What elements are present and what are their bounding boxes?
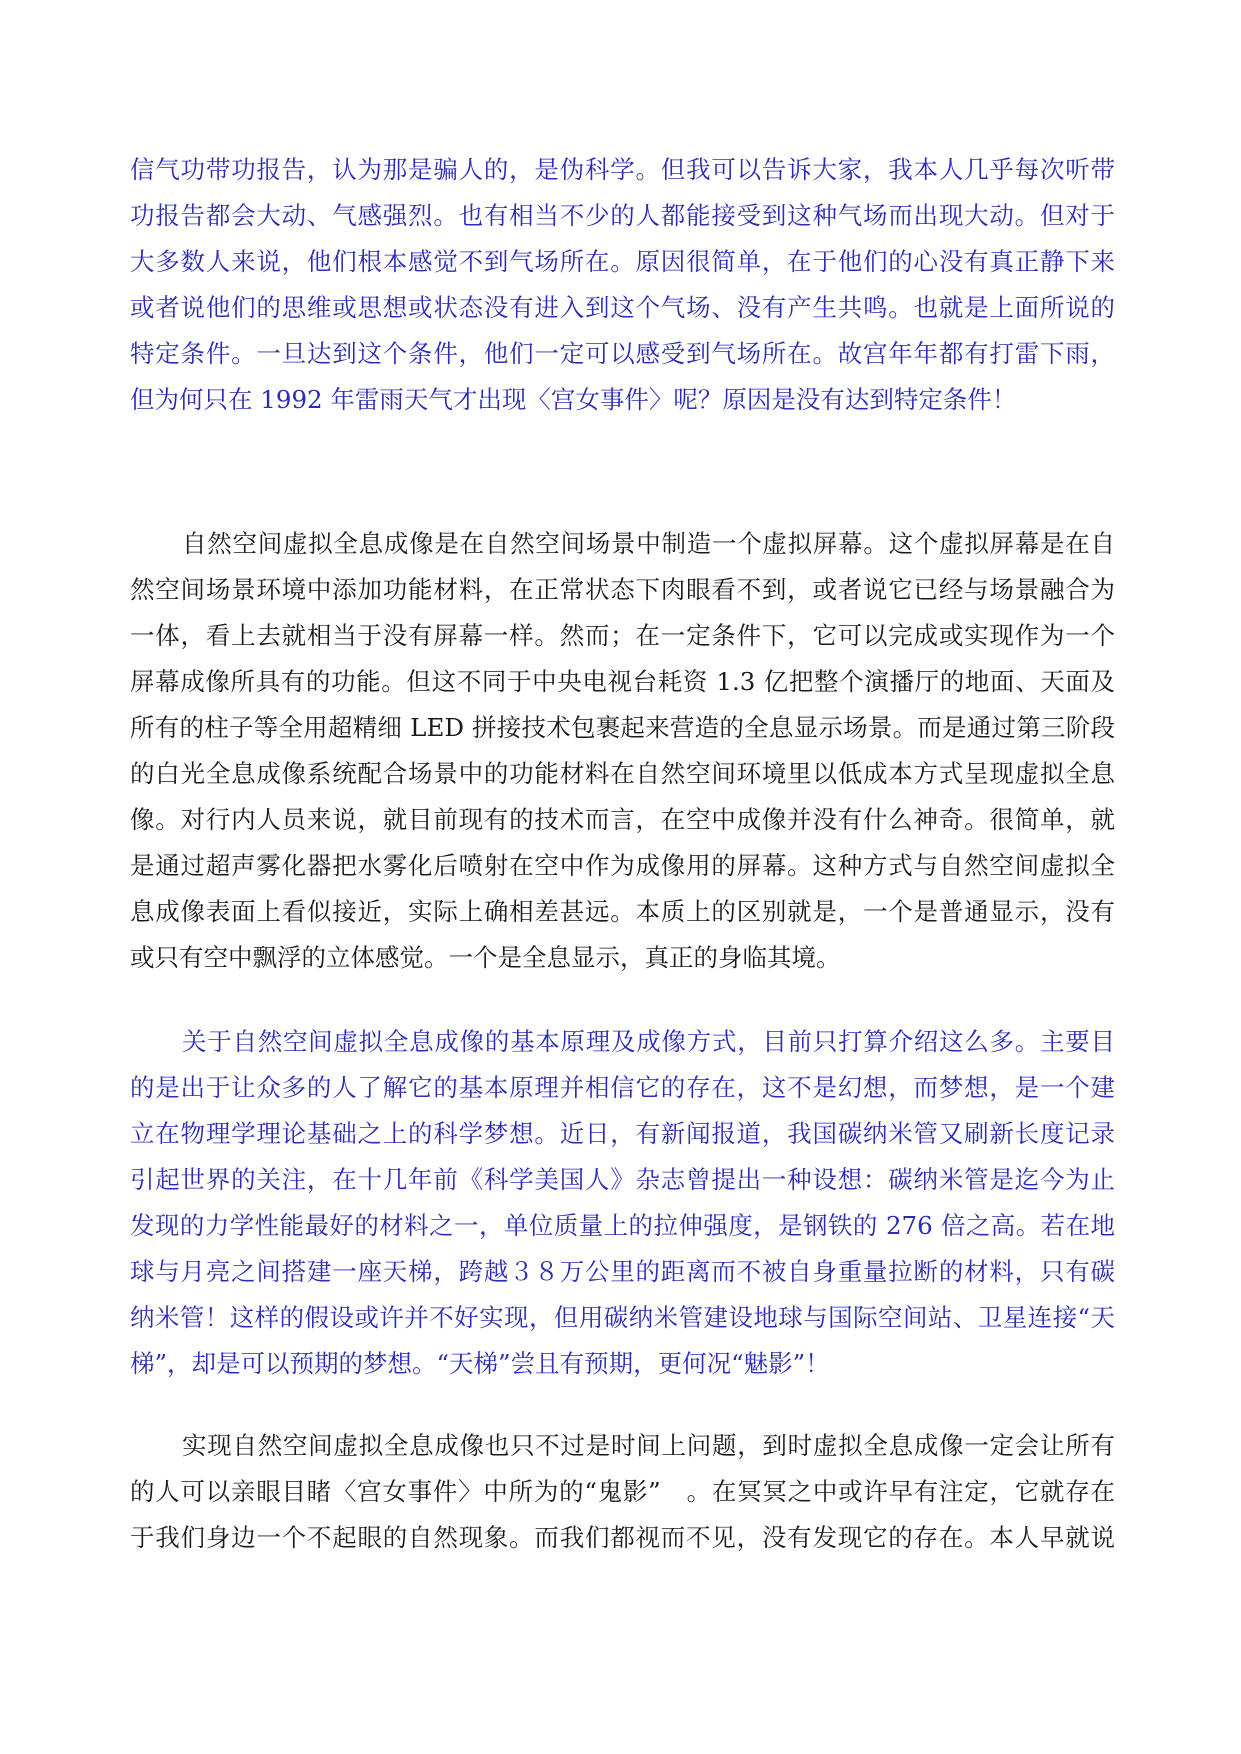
text-line: 息成像表面上看似接近，实际上确相差甚远。本质上的区别就是，一个是普通显示，没有 [130,897,1115,926]
text-line: 于我们身边一个不起眼的自然现象。而我们都视而不见，没有发现它的存在。本人早就说 [130,1523,1115,1552]
text-line: 纳米管！这样的假设或许并不好实现，但用碳纳米管建设地球与国际空间站、卫星连接“天 [130,1303,1115,1332]
text-line: 梯”，却是可以预期的梦想。“天梯”尝且有预期，更何况“魅影”！ [130,1349,830,1378]
text-line: 引起世界的关注，在十几年前《科学美国人》杂志曾提出一种设想：碳纳米管是迄今为止 [130,1165,1115,1194]
text-line: 屏幕成像所具有的功能。但这不同于中央电视台耗资 1.3 亿把整个演播厅的地面、天面及 [130,667,1115,696]
text-line: 的人可以亲眼目睹〈宫女事件〉中所为的“鬼影” 。在冥冥之中或许早有注定，它就存在 [130,1477,1115,1506]
text-line: 所有的柱子等全用超精细 LED 拼接技术包裹起来营造的全息显示场景。而是通过第三阶段 [130,713,1115,742]
text-line: 关于自然空间虚拟全息成像的基本原理及成像方式，目前只打算介绍这么多。主要目 [182,1027,1115,1056]
text-line: 或者说他们的思维或思想或状态没有进入到这个气场、没有产生共鸣。也就是上面所说的 [130,293,1115,322]
text-line: 或只有空中飘浮的立体感觉。一个是全息显示，真正的身临其境。 [130,943,841,972]
text-line: 信气功带功报告，认为那是骗人的，是伪科学。但我可以告诉大家，我本人几乎每次听带 [130,155,1115,184]
text-line: 但为何只在 1992 年雷雨天气才出现〈宫女事件〉呢？原因是没有达到特定条件！ [130,385,1017,414]
text-line: 的是出于让众多的人了解它的基本原理并相信它的存在，这不是幻想，而梦想，是一个建 [130,1073,1115,1102]
text-line: 的白光全息成像系统配合场景中的功能材料在自然空间环境里以低成本方式呈现虚拟全息 [130,759,1115,788]
text-line: 球与月亮之间搭建一座天梯，跨越３８万公里的距离而不被自身重量拉断的材料，只有碳 [130,1257,1115,1286]
text-line: 实现自然空间虚拟全息成像也只不过是时间上问题，到时虚拟全息成像一定会让所有 [182,1431,1115,1460]
text-line: 一体，看上去就相当于没有屏幕一样。然而；在一定条件下，它可以完成或实现作为一个 [130,621,1115,650]
text-line: 功报告都会大动、气感强烈。也有相当不少的人都能接受到这种气场而出现大动。但对于 [130,201,1115,230]
text-line: 然空间场景环境中添加功能材料，在正常状态下肉眼看不到，或者说它已经与场景融合为 [130,575,1115,604]
text-line: 大多数人来说，他们根本感觉不到气场所在。原因很简单，在于他们的心没有真正静下来 [130,247,1115,276]
text-line: 像。对行内人员来说，就目前现有的技术而言，在空中成像并没有什么神奇。很简单，就 [130,805,1115,834]
text-line: 立在物理学理论基础之上的科学梦想。近日，有新闻报道，我国碳纳米管又刷新长度记录 [130,1119,1115,1148]
text-line: 特定条件。一旦达到这个条件，他们一定可以感受到气场所在。故宫年年都有打雷下雨， [130,339,1115,368]
text-line: 自然空间虚拟全息成像是在自然空间场景中制造一个虚拟屏幕。这个虚拟屏幕是在自 [182,529,1115,558]
text-line: 发现的力学性能最好的材料之一，单位质量上的拉伸强度，是钢铁的 276 倍之高。若在地 [130,1211,1115,1240]
text-line: 是通过超声雾化器把水雾化后喷射在空中作为成像用的屏幕。这种方式与自然空间虚拟全 [130,851,1115,880]
